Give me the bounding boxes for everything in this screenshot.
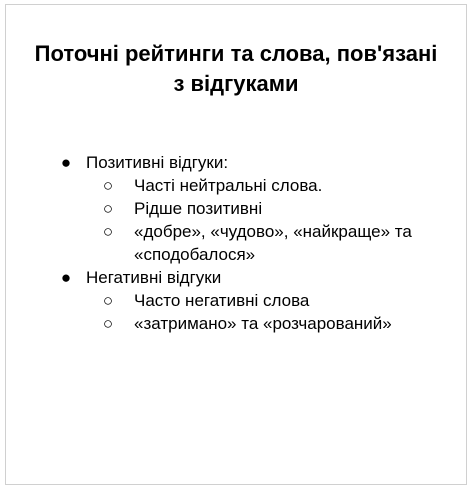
sub-bullet-circle-icon: ○ [102,291,114,310]
bullet-dot-icon: ● [60,268,72,287]
bullet-list [6,151,466,335]
slide-title-line-1: Поточні рейтинги та слова, пов'язані [34,41,438,66]
sub-item [86,174,466,197]
sub-item [86,197,466,220]
sub-bullet-circle-icon: ○ [102,314,114,333]
bullet-negative-reviews [6,266,466,335]
bullet-label-negative: Негативні відгуки [86,268,222,287]
sub-bullet-circle-icon: ○ [102,176,114,195]
slide-title [6,39,466,99]
sub-list-positive [86,174,466,266]
sub-item-text: Рідше позитивні [134,199,263,218]
sub-bullet-circle-icon: ○ [102,222,114,241]
sub-item-text: Часто негативні слова [134,291,310,310]
sub-item-text: Часті нейтральні слова. [134,176,323,195]
bullet-positive-reviews [6,151,466,266]
sub-list-negative [86,289,466,335]
sub-item [86,289,466,312]
sub-bullet-circle-icon: ○ [102,199,114,218]
bullet-label-positive: Позитивні відгуки: [86,153,229,172]
sub-item-text: «добре», «чудово», «найкраще» та «сподобалося» [134,222,412,264]
sub-item [86,220,466,266]
sub-item-text: «затримано» та «розчарований» [134,314,392,333]
bullet-dot-icon: ● [60,153,72,172]
sub-item [86,312,466,335]
slide-title-line-2: з відгуками [173,71,299,96]
slide [5,4,467,485]
